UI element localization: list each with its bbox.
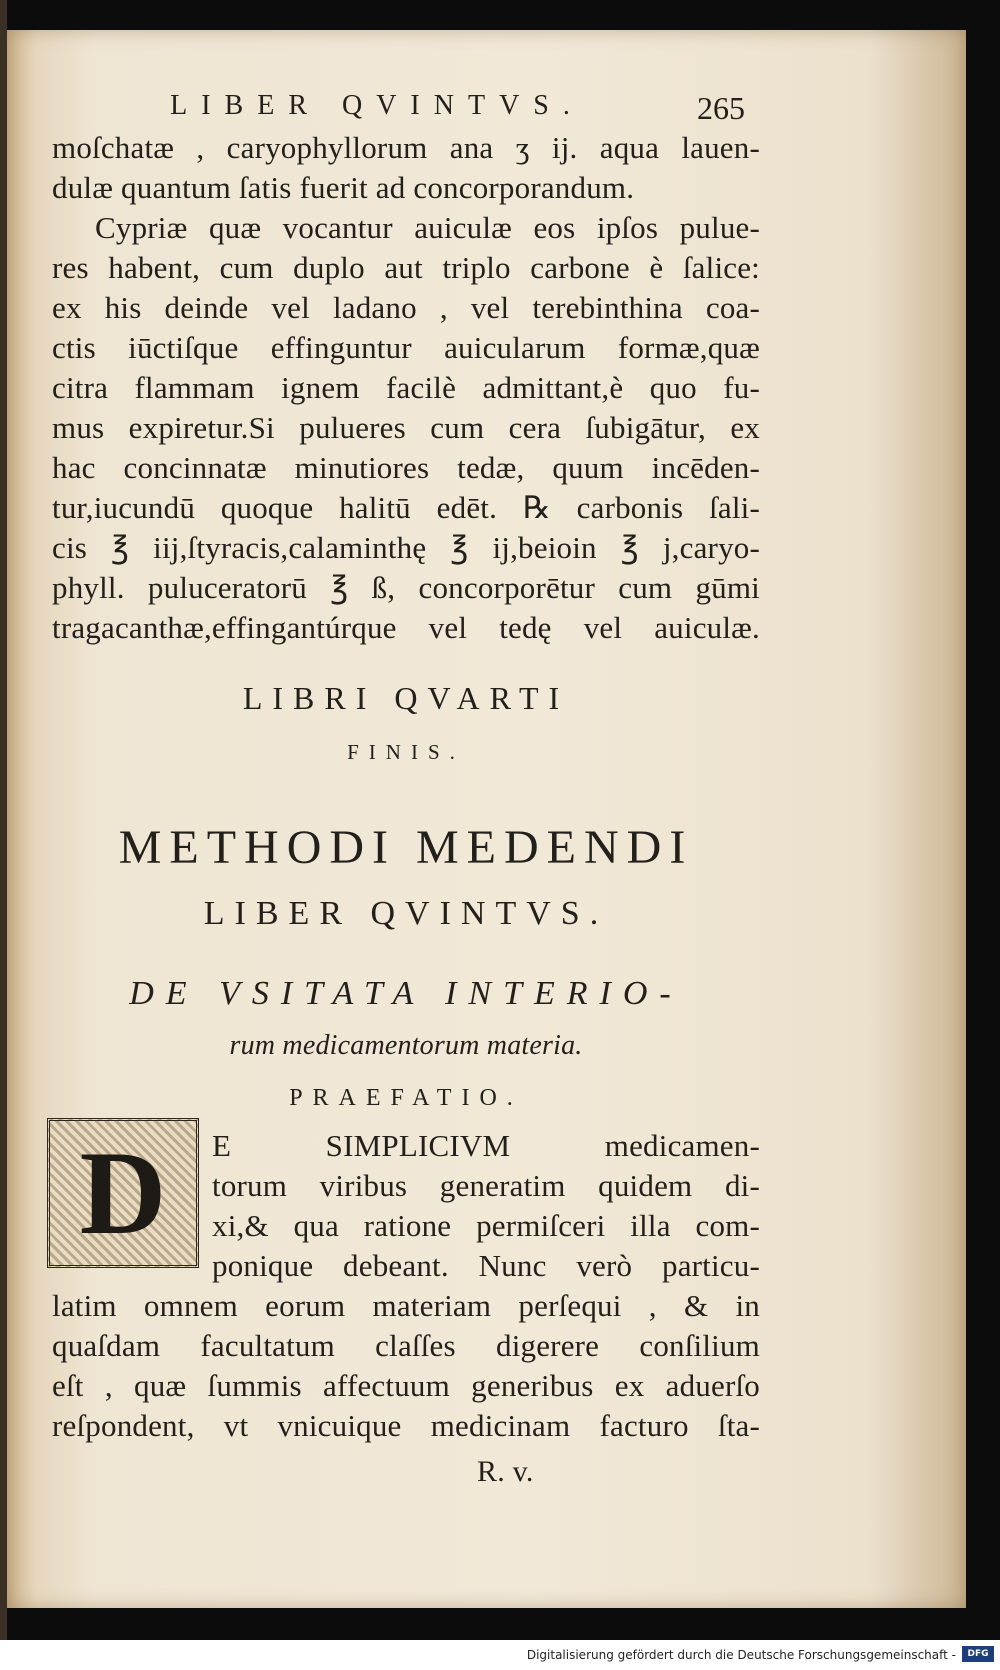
text-line: citra flammam ignem facilè admittant,è quo fu-: [52, 370, 760, 405]
signature-mark: R. v.: [477, 1455, 534, 1488]
end-title: LIBRI QVARTI: [242, 680, 570, 716]
book-subtitle: LIBER QVINTVS.: [203, 895, 609, 932]
text-line: res habent, cum duplo aut triplo carbone è ſalice:: [52, 250, 760, 285]
text-line: phyll. puluceratorū ℥ ß, concorporētur cum gūmi: [52, 570, 760, 605]
section-title: PRAEFATIO.: [289, 1085, 523, 1111]
text-line: ponique debeant. Nunc verò particu-: [212, 1248, 760, 1283]
text-line: eſt , quæ ſummis affectuum generibus ex aduerſo: [52, 1368, 760, 1403]
text-line: cis ℥ iij,ſtyracis,calaminthę ℥ ij,beioin ℥ j,caryo-: [52, 530, 760, 565]
text-line: xi,& qua ratione permiſceri illa com-: [212, 1208, 760, 1243]
text-line: Cypriæ quæ vocantur auiculæ eos ipſos pulue-: [95, 210, 760, 245]
page-number: 265: [697, 90, 745, 126]
text-line: torum viribus generatim quidem di-: [212, 1168, 760, 1203]
chapter-title: DE VSITATA INTERIO-: [129, 975, 683, 1012]
text-line: quaſdam facultatum claſſes digerere conſilium: [52, 1328, 760, 1363]
end-title-finis: FINIS.: [347, 740, 465, 764]
text-line: latim omnem eorum materiam perſequi , & in: [52, 1288, 760, 1323]
footer-bar: [0, 1641, 1000, 1670]
book-edge: [0, 0, 7, 1640]
initial-letter: D: [79, 1126, 167, 1259]
text-line: ex his deinde vel ladano , vel terebinthina coa-: [52, 290, 760, 325]
chapter-title-continued: rum medicamentorum materia.: [229, 1030, 583, 1061]
text-line: tur,iucundū quoque halitū edēt. ℞ carbonis ſali-: [52, 490, 760, 525]
running-head: LIBER QVINTVS.: [170, 90, 584, 121]
book-page: [7, 30, 966, 1608]
text-line: dulæ quantum ſatis fuerit ad concorporandum.: [52, 170, 635, 205]
decorated-initial: [47, 1118, 199, 1268]
dfg-logo: DFG: [962, 1646, 994, 1662]
text-line: tragacanthæ,effingantúrque vel tedę vel auiculæ.: [52, 610, 760, 645]
book-title: METHODI MEDENDI: [118, 821, 694, 874]
text-line: mus expiretur.Si pulueres cum cera ſubigātur, ex: [52, 410, 760, 445]
text-line: moſchatæ , caryophyllorum ana ʒ ij. aqua lauen-: [52, 130, 760, 165]
funding-credit: Digitalisierung gefördert durch die Deutsche Forschungsgemeinschaft -: [526, 1648, 956, 1662]
text-line: hac concinnatæ minutiores tedæ, quum incēden-: [52, 450, 760, 485]
text-line: reſpondent, vt vnicuique medicinam facturo ſta-: [52, 1408, 760, 1443]
text-line: E SIMPLICIVM medicamen-: [212, 1128, 760, 1163]
text-line: ctis iūctiſque effinguntur auicularum formæ,quæ: [52, 330, 760, 365]
